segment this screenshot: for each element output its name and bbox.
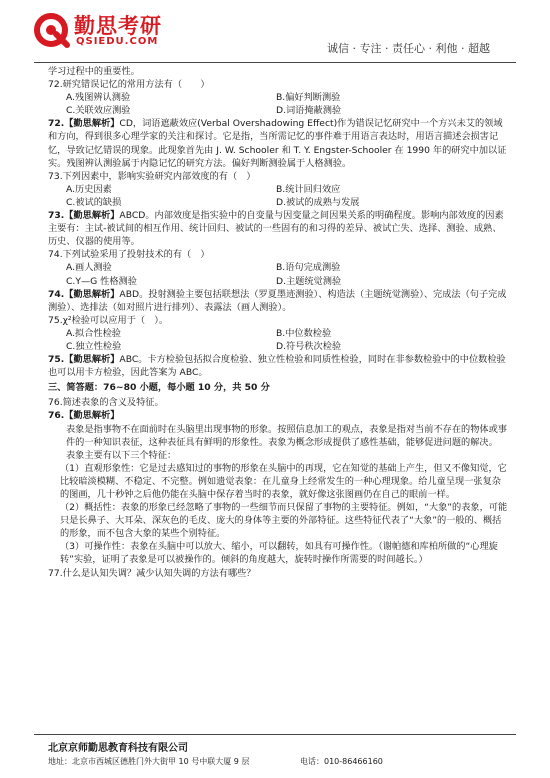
analysis-label: 73.【勤思解析】 (48, 210, 120, 222)
option-c: C.Y—G 性格测验 (66, 275, 137, 287)
analysis-label: 72.【勤思解析】 (48, 118, 120, 130)
option-b: B.统计回归效应 (276, 183, 341, 195)
question-74-options-row-2 (48, 275, 508, 288)
footer-phone: 电话：010-86466160 (300, 757, 383, 766)
text-line: 学习过程中的重要性。 (48, 66, 140, 77)
option-d: D.主题统觉测验 (276, 275, 342, 287)
question-77-stem: 77.什么是认知失调？减少认知失调的方法有哪些？ (48, 567, 256, 579)
answer-paragraph: （1）直观形象性：它是过去感知过的事物的形象在头脑中的再现，它在知觉的基础上产生，但又不像知觉，它比较暗淡模糊、不稳定、不完整。例如遗觉表象：在儿童身上经常发生的一种心理现象。给儿童呈现一张复杂的图画，几十秒钟之后他仍能在头脑中保存着当时的表象，就好像这张图画仍在自己的眼前一样。 (60, 462, 507, 500)
question-73-analysis (48, 209, 508, 248)
brand-logo[interactable] (34, 10, 194, 52)
question-75-options-row-2 (48, 340, 508, 353)
page-header (0, 0, 550, 62)
header-divider (34, 62, 516, 63)
question-72-stem: 72.研究错误记忆的常用方法有（ ） (48, 79, 210, 91)
option-c: C.关联效应测验 (66, 105, 131, 117)
option-b: B.语句完成测验 (276, 262, 341, 274)
option-d: D.被试的成熟与发展 (276, 196, 360, 208)
footer-address: 地址：北京市西城区德胜门外大街甲 10 号中联大厦 9 层 (48, 757, 250, 766)
question-72-analysis (48, 117, 508, 169)
question-73-options-row-1 (48, 183, 508, 196)
logo-text-en: QSIEDU.COM (76, 36, 159, 47)
analysis-text: ABCD。内部效度是指实验中的自变量与因变量之间因果关系的明确程度。影响内部效度的因素主要有：主试-被试间的相互作用、统计回归、被试的一些固有的和习得的差异、被试亡失、选择、测验、成熟、历史、仪器的使用等。 (48, 210, 504, 248)
slogan: 诚信 · 专注 · 责任心 · 利他 · 超越 (327, 42, 490, 55)
question-75-options-row-1 (48, 327, 508, 340)
logo-mark-icon (34, 12, 70, 48)
option-c: C.独立性检验 (66, 340, 122, 352)
analysis-text: ABC。卡方检验包括拟合度检验、独立性检验和同质性检验，同时在非参数检验中的中位数检验也可以用卡方检验，因此答案为 ABC。 (48, 354, 506, 379)
option-d: D.词语掩蔽测验 (276, 105, 342, 117)
option-a: A.画人测验 (66, 262, 112, 274)
question-76-stem: 76.简述表象的含义及特征。 (48, 397, 164, 409)
analysis-text: ABD。投射测验主要包括联想法（罗夏墨迹测验）、构造法（主题统觉测验）、完成法（句子完成测验）、选排法（如对照片进行排列）、表露法（画人测验）。 (48, 288, 507, 313)
answer-paragraph: 表象主要有以下三个特征： (66, 449, 177, 461)
question-73-stem: 73.下列因素中，影响实验研究内部效度的有（ ） (48, 170, 256, 182)
logo-text-cn: 勤思考研 (74, 14, 162, 38)
footer-divider (34, 734, 516, 735)
option-b: B.偏好判断测验 (276, 92, 341, 104)
answer-paragraph: （3）可操作性：表象在头脑中可以放大、缩小，可以翻转，如具有可操作性。（谢帕德和库柏所做的“心理旋转”实验，证明了表象是可以被操作的。倾斜的角度越大，旋转时操作所需要的时间越长。） (60, 541, 498, 566)
section-heading: 三、简答题：76~80 小题，每小题 10 分，共 50 分 (48, 382, 270, 394)
question-74-options-row-1 (48, 261, 508, 274)
option-a: A.拟合性检验 (66, 327, 121, 339)
option-a: A.残图辨认测验 (66, 92, 131, 104)
question-72-options-row-2 (48, 104, 508, 117)
question-75-analysis (48, 353, 508, 379)
option-b: B.中位数检验 (276, 327, 332, 339)
question-75-stem: 75.χ²检验可以应用于（ ）。 (48, 314, 169, 326)
question-74-stem: 74.下列试验采用了投射技术的有（ ） (48, 249, 210, 261)
question-76-analysis-label: 76.【勤思解析】 (48, 410, 120, 422)
option-a: A.历史因素 (66, 183, 112, 195)
document-body (48, 65, 508, 580)
question-74-analysis (48, 288, 508, 314)
question-73-options-row-2 (48, 196, 508, 209)
analysis-label: 75.【勤思解析】 (48, 354, 120, 366)
option-c: C.被试的缺损 (66, 196, 122, 208)
question-72-options-row-1 (48, 91, 508, 104)
analysis-label: 74.【勤思解析】 (48, 288, 120, 300)
answer-paragraph: （2）概括性：表象的形象已经忽略了事物的一些细节而只保留了事物的主要特征。例如，“大象”的表象，可能只是长鼻子、大耳朵、深灰色的毛皮、庞大的身体等主要的外部特征。这些特征代表了“大象”的一般的、概括的形象，而不包含大象的某些个别特征。 (60, 502, 508, 540)
answer-paragraph: 表象是指事物不在面前时在头脑里出现事物的形象。按照信息加工的观点，表象是指对当前不存在的物体或事件的一种知识表征，这种表征具有鲜明的形象性。表象为概念形成提供了感性基础，能够促进问题的解决。 (66, 423, 507, 448)
footer-company: 北京京师勤思教育科技有限公司 (48, 743, 188, 754)
analysis-text: CD，词语遮蔽效应(Verbal Overshadowing Effect)作为错误记忆研究中一个方兴未艾的领域和方向，得到很多心理学家的关注和探讨。它是指，当所需记忆的事件难于用语言表达时，用语言描述会损害记忆，导致记忆错误的现象。此现象首先由 J. W. Schooler 和 T. Y. Engster-Schooler 在 1990 年的研究中加以证实。残图辨认测验属于内隐记忆的研究方法。偏好判断测验属于人格测验。 (48, 118, 507, 169)
option-d: D.符号秩次检验 (276, 340, 342, 352)
